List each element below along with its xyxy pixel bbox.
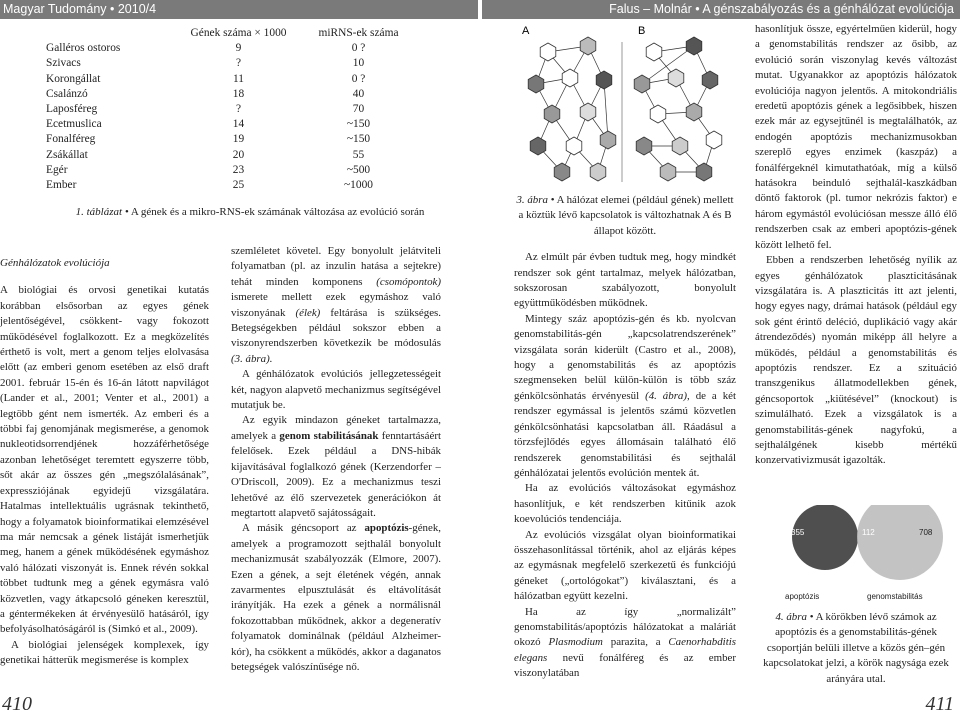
table-header-cell: [46, 26, 171, 41]
table-row: [46, 72, 411, 87]
network-node: [544, 105, 560, 123]
venn-value-right: 708: [919, 528, 933, 537]
table-cell: 11: [233, 72, 244, 85]
network-node: [646, 43, 662, 61]
table-cell: Fonalféreg: [46, 133, 96, 146]
table-cell: ~150: [346, 133, 371, 146]
table-row: [46, 56, 411, 71]
paragraph: Mintegy száz apoptózis-gén és kb. nyolcvan genomstabilitás-gén „kapcsolatrendszerének” vizsgálata során kiderült (Castro et al., 2008), hogy a genomstabilitás és az apoptózis szegmenseken belül külön-külön is több száz génkölcsönhatás érvényesül (4. ábra), de a két rendszer egymással is jelentős számú közvetlen génkölcsönhatási kapcsolatban áll. Ráadásul a törzsfejlődés egyes állomásain található élő rendszerek genomstabilitási és sejthalál génhálózatai jelentős evolúción mentek át.: [514, 312, 737, 479]
table-header-cell: Gének száma × 1000: [190, 27, 287, 39]
table-caption: 1. táblázat • A gének és a mikro-RNS-ek számának változása az evolúció során: [75, 206, 425, 218]
network-node: [702, 71, 718, 89]
network-node: [686, 37, 702, 55]
paragraph: A biológiai és orvosi genetikai kutatás korábban elsősorban az egyes gének jelentőségével, csökkent- vagy fokozott működésével foglalkozott. Ez a megközelítés érthető is volt, mert a genom teljes elolvasása előtt (az emberi genom esetében az első draft 2001. február 15-én és 16-án látott napvilágot (Lander et al., 2001; Venter et al., 2001) a legtöbb gént nem ismerték. Az emberi és a többi faj genomjának megismerése, a genomok nukleotidsorrendjének hozzáférhetősége azonban lehetőséget teremtett egyszerre több, sőt akár az összes gén „megszólalásának”, expressziójának egyidejű vizsgálatára. Hatalmas intellektuális ugrásnak tekinthető, hogy a folyamatok bioinformatikai elemzésével ma már nemcsak a gének listáját ismerhetjük meg, hanem a gének működésének egymáshoz való hálózati viszonyát is. Ennek révén sokkal többet tudtunk meg a gének egymásra való közvetlen, vagy átkapcsoló géneken keresztül, a géntermékeken át érvényesülő hatásáról, így befolyásolhatóságáról is (Simkó et al., 2009).: [0, 284, 209, 636]
table-cell: Korongállat: [46, 72, 101, 85]
table-cell: 19: [232, 133, 245, 146]
venn-label-right: genomstabilitás: [867, 592, 923, 601]
network-node: [686, 103, 702, 121]
network-node: [530, 137, 546, 155]
table-cell: 10: [352, 57, 365, 70]
table-cell: 55: [352, 148, 365, 161]
table-header-row: [46, 26, 411, 41]
table-row: [46, 41, 411, 56]
table-cell: Csalánzó: [46, 87, 88, 100]
network-node: [660, 163, 676, 181]
network-b: [634, 37, 722, 181]
network-node: [636, 137, 652, 155]
paragraph: hasonlítjuk össze, egyértelműen kiderül, hogy a genomstabilitás rendszer az ősibb, az evolúció során viszonylag kevés változást mutat. Ugyanakkor az apoptózis hálózatok evolúciója nagyon jelentős. A mitokondriális eredetű apoptózis gének a legősibbek, hiszen ezek már az egysejtűnél is megtalálhatók, az endogén apoptózis mechanizmusokban szereplő egyes enzimek (kaszpáz) a fonálférgeknél kimutathatóak, míg a külső hatásokra beinduló sejthalál-kaszkádban döntő faktorok (pl. tumor nekrózis faktor) e három egymástól evolúciósan messze álló élő rendszerben csak az emberi apoptózis-gének között lelhető fel.: [755, 23, 957, 251]
table-cell: 14: [232, 118, 245, 131]
table-header-cell: miRNS-ek száma: [318, 27, 399, 39]
network-node: [566, 137, 582, 155]
network-node: [672, 137, 688, 155]
table-cell: ?: [235, 103, 242, 116]
table-row: [46, 178, 411, 193]
table-cell: ~150: [346, 118, 371, 131]
table-gene-counts: [46, 26, 411, 193]
paragraph: Ha az evolúciós változásokat egymáshoz hasonlítjuk, e két rendszerben kitűnik azok koevolúciós tendenciája.: [514, 482, 736, 526]
table-cell: Egér: [46, 163, 68, 176]
paragraph: A génhálózatok evolúciós jellegzetességeit két, nagyon alapvető mechanizmus segítségével mutatjuk be.: [231, 368, 441, 412]
table-cell: Ecetmuslica: [46, 118, 102, 131]
table-cell: 18: [232, 87, 245, 100]
column-2: [231, 244, 441, 675]
network-node: [580, 103, 596, 121]
network-node: [554, 163, 570, 181]
table-cell: Szivacs: [46, 57, 81, 70]
table-row: [46, 117, 411, 132]
page-number-left: 410: [2, 693, 32, 715]
table-cell: Laposféreg: [46, 103, 98, 116]
network-node: [528, 75, 544, 93]
paragraph: Az egyik mindazon géneket tartalmazza, amelyek a genom stabilitásának fenntartásáért felelősek. Ezek például a DNS-hibák kijavításával foglalkozó gének (Kerzendorfer – O'Driscoll, 2009). Ez a mechanizmus teszi lehetővé az élő szervezetek generációkon át megtartott alapvető sajátosságait.: [231, 414, 441, 519]
network-node: [634, 75, 650, 93]
venn-value-mid: 112: [862, 528, 875, 537]
paragraph: Az elmúlt pár évben tudtuk meg, hogy mindkét rendszer sok gént tartalmaz, melyek hálózatban, sokszorosan szabályozott, bonyolult együttműködésben működnek.: [514, 251, 736, 310]
table-row: [46, 132, 411, 147]
column-3: [514, 193, 736, 682]
table-cell: 40: [352, 87, 365, 100]
table-cell: Galléros ostoros: [46, 42, 121, 55]
network-node: [540, 43, 556, 61]
network-node: [706, 131, 722, 149]
table-row: [46, 102, 411, 117]
network-node: [600, 131, 616, 149]
figure-caption: 4. ábra • A körökben lévő számok az apoptózis és a genomstabilitás-gének csoportján belüli illetve a közös gén–gén kapcsolatokat jelzi, a körök nagysága ezek arányára utal.: [763, 611, 949, 685]
section-heading: Génhálózatok evolúciója: [0, 257, 110, 269]
paragraph: A másik géncsoport az apoptózis-gének, amelyek a programozott sejthalál bonyolult mechanizmusát szabályozzák (Elmore, 2007). Ezen a gének, a sejt életének végén, annak zavarmentes elpusztulását és eltávolítását irányítják. Ha ezek a gének a normálisnál fokozottabban működnek, akkor a degeneratív folyamatok dominálnak (például Alzheimer-kór), ha csökkent a működés, akkor a daganatos betegségek valószínűsége nő.: [231, 522, 441, 673]
page-number-right: 411: [925, 693, 954, 715]
network-node: [562, 69, 578, 87]
paragraph: A biológiai jelenségek komplexek, így genetikai hátterük megismerése is komplex: [0, 638, 209, 667]
column-4: [755, 22, 957, 469]
table-cell: 0 ?: [351, 42, 366, 55]
table-row: [46, 163, 411, 178]
paragraph: Ha az így „normalizált” genomstabilitás/apoptózis hálózatokat a maláriát okozó Plasmodium parazita, a Caenorhabditis elegans nevű fonálféreg és az ember viszonylatában: [514, 605, 736, 680]
network-diagram: [518, 22, 728, 187]
table-cell: Zsákállat: [46, 148, 88, 161]
network-node: [696, 163, 712, 181]
network-a: [528, 37, 616, 181]
network-node: [590, 163, 606, 181]
network-node: [580, 37, 596, 55]
running-header-right: Falus – Molnár • A génszabályozás és a génhálózat evolúciója: [482, 0, 960, 19]
table-cell: ~500: [346, 163, 371, 176]
diagram-label-b: B: [638, 25, 646, 37]
table-row: [46, 87, 411, 102]
venn-value-left: 355: [791, 528, 805, 537]
venn-label-left: apoptózis: [785, 592, 820, 601]
table-cell: ~1000: [344, 179, 373, 192]
table-body: [46, 41, 411, 193]
table-cell: 70: [352, 103, 365, 116]
diagram-label-a: A: [522, 25, 530, 37]
paragraph: Az evolúciós vizsgálat olyan bioinformatikai összehasonlítással történik, ahol az eljárás képes az egymásnak megfelelő szerkezetű és funkciójú géneket („ortológokat”) kiválasztani, és a hálózatban együtt kezelni.: [514, 528, 736, 603]
venn-circle-apoptosis: [792, 505, 858, 570]
paragraph: szemléletet követel. Egy bonyolult jelátviteli folyamatban (pl. az inzulin hatása a sejtekre) tehát minden komponens (csomópontok) ismerete mellett ezek egymáshoz való viszonyának (élek) feltárása is szükséges. Betegségekben például sokszor ebben a viszonyrendszerben következik be módosulás (3. ábra).: [231, 245, 441, 365]
venn-diagram: [755, 505, 955, 605]
venn-circle-genome-stability: [857, 505, 943, 580]
table-cell: 25: [232, 179, 245, 192]
figure-caption: 3. ábra • A hálózat elemei (például gének) mellett a köztük lévő kapcsolatok is változhatnak A és B állapot között.: [516, 194, 734, 237]
column-1: [0, 256, 209, 669]
table-cell: ?: [235, 57, 242, 70]
table-cell: 9: [235, 42, 242, 55]
network-node: [596, 71, 612, 89]
network-node: [650, 105, 666, 123]
table-row: [46, 148, 411, 163]
figure-4-caption: [755, 610, 957, 687]
table-cell: 0 ?: [351, 72, 366, 85]
table-cell: 20: [232, 148, 245, 161]
running-header-left: Magyar Tudomány • 2010/4: [0, 0, 478, 19]
table-cell: 23: [232, 163, 245, 176]
paragraph: Ebben a rendszerben lehetőség nyílik az egyes génhálózatok plaszticitásának vizsgálatára is. A plaszticitás itt azt jelenti, hogy egyes nagy, drámai hatások (például egy sok gént érintő deléció, duplikáció vagy akár átrendeződés) nyomán miképp áll helyre a működés, például a genomstabilitás és apoptózis rendszer. Ez a szituáció transzgenikus állatmodellekben gének, géncsoportok „kiütésével” (knockout) is szimulálható. Ezek a vizsgálatok is a genomstabilitás-gének nagyfokú, a sejthalálgének kisebb mértékű konzervativizmusát igazolták.: [755, 254, 957, 467]
table-cell: Ember: [46, 179, 77, 192]
network-node: [668, 69, 684, 87]
